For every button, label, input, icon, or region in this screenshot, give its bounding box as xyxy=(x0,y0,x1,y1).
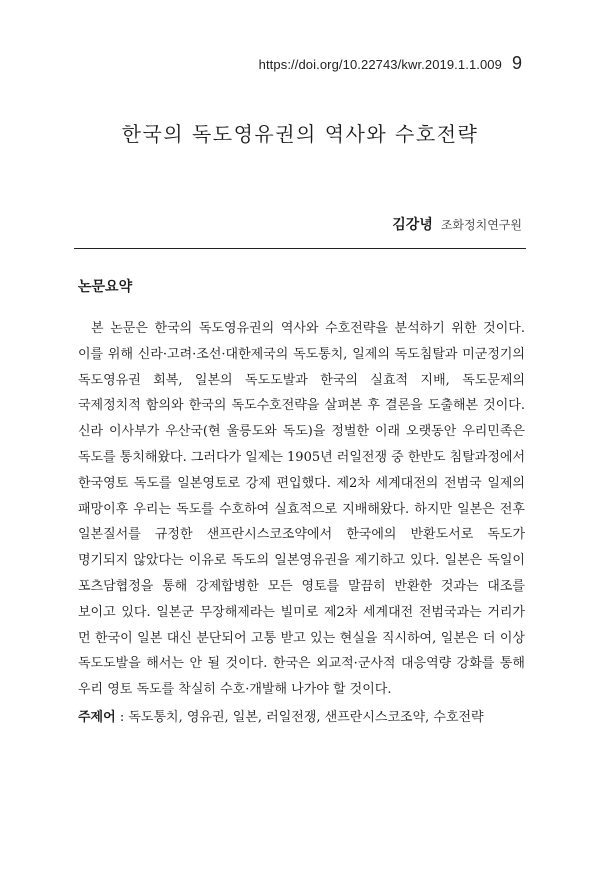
section-divider xyxy=(74,248,526,249)
keywords-text: 독도통치, 영유권, 일본, 러일전쟁, 샌프란시스코조약, 수호전략 xyxy=(128,710,484,725)
author-line xyxy=(392,214,522,234)
page-number: 9 xyxy=(511,53,522,73)
keywords-label: 주제어 xyxy=(78,710,116,725)
keywords-separator: : xyxy=(115,710,129,725)
abstract-body: 본 논문은 한국의 독도영유권의 역사와 수호전략을 분석하기 위한 것이다. 이를 위해 신라·고려·조선·대한제국의 독도통치, 일제의 독도침탈과 미군정기의 독도영유권 회복, 일본의 독도도발과 한국의 실효적 지배, 독도문제의 국제정치적 함의와 한국의 독도수호전략을 살펴본 후 결론을 도출해본 것이다. 신라 이사부가 우산국(현 울릉도와 독도)을 정벌한 이래 오랫동안 우리민족은 독도를 통치해왔다. 그러다가 일제는 1905년 러일전쟁 중 한반도 침탈과정에서 한국영토 독도를 일본영토로 강제 편입했다. 제2차 세계대전의 전범국 일제의 패망이후 우리는 독도를 수호하여 실효적으로 지배해왔다. 하지만 일본은 전후 일본질서를 규정한 샌프란시스코조약에서 한국에의 반환도서로 독도가 명기되지 않았다는 이유로 독도의 일본영유권을 제기하고 있다. 일본은 독일이 포츠담협정을 통해 강제합병한 모든 영토를 말끔히 반환한 것과는 대조를 보이고 있다. 일본군 무장해제라는 빌미로 제2차 세계대전 전범국과는 거리가 먼 한국이 일본 대신 분단되어 고통 받고 있는 현실을 직시하여, 일본은 더 이상 독도도발을 해서는 안 될 것이다. 한국은 외교적·군사적 대응역량 강화를 통해 우리 영토 독도를 착실히 수호·개발해 나가야 할 것이다. xyxy=(78,321,526,698)
abstract-heading: 논문요약 xyxy=(78,279,133,295)
keywords xyxy=(78,706,528,725)
paper-title: 한국의 독도영유권의 역사와 수호전략 xyxy=(121,122,479,146)
page-header xyxy=(259,53,522,74)
author-affiliation: 조화정치연구원 xyxy=(440,218,522,232)
author-name: 김강녕 xyxy=(392,217,433,233)
doi-link[interactable]: https://doi.org/10.22743/kwr.2019.1.1.009 xyxy=(258,57,502,72)
